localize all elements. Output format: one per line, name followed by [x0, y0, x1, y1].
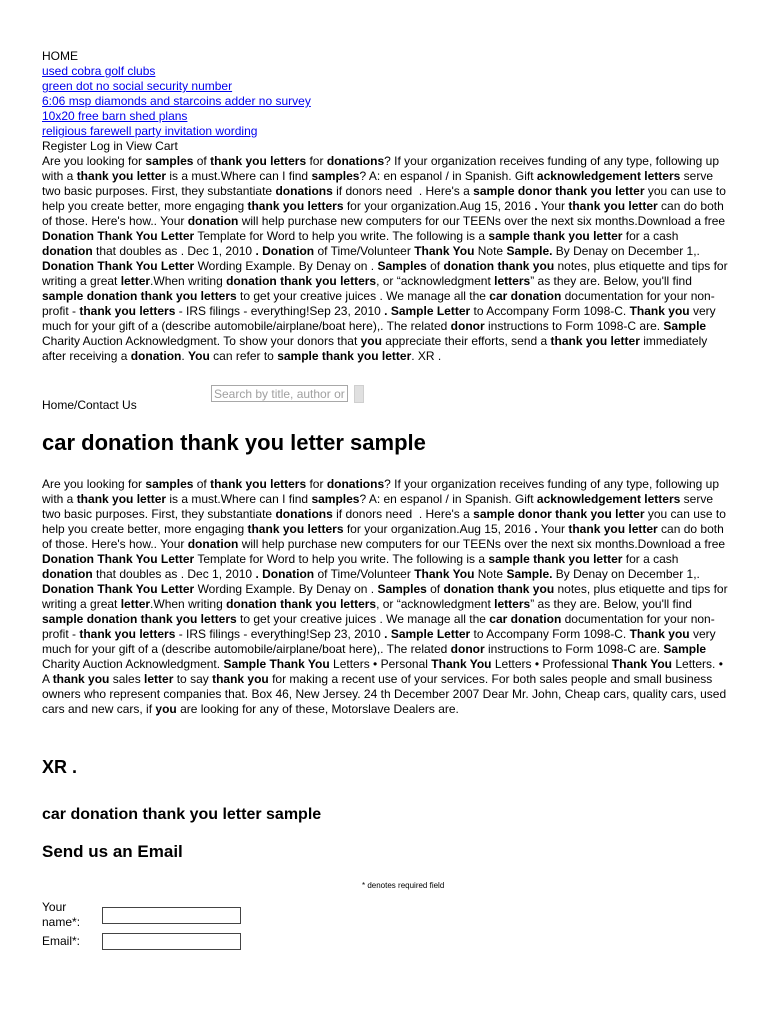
home-contact-link[interactable]: Home/Contact Us — [42, 398, 137, 412]
home-label: HOME — [42, 49, 78, 63]
sub-heading: car donation thank you letter sample — [42, 806, 322, 823]
required-note: * denotes required field — [362, 881, 445, 890]
nav-link-msp-diamonds[interactable]: 6:06 msp diamonds and starcoins adder no survey — [42, 94, 311, 108]
nav-link-green-dot[interactable]: green dot no social security number — [42, 79, 233, 93]
contact-heading: Send us an Email — [42, 842, 183, 861]
intro-paragraph: Are you looking for samples of thank you letters for donations? If your organization receives funding of any type, following up with a thank you letter is a must.Where can I find samples? A: en espanol / in Spanish. Gift acknowledgement letters serve two basic purposes. First, they substantiate donations if donors need . Here's a sample donor thank you letter you can use to help you create better, more engaging thank you letters for your organization.Aug 15, 2016 . Your thank you letter can do both of those. Here's how.. Your donation will help purchase new computers for our TEENs over the next six months.Download a free Donation Thank You Letter Template for Word to help you write. The following is a sample thank you letter for a cash donation that doubles as . Dec 1, 2010 . Donation of Time/Volunteer Thank You Note Sample. By Denay on December 1,. Donation Thank You Letter Wording Example. By Denay on . Samples of donation thank you notes, plus etiquette and tips for writing a great letter.When writing donation thank you letters, or “acknowledgment letters” as they are. Below, you'll find sample donation thank you letters to get your creative juices . We manage all the car donation documentation for your non-profit - thank you letters - IRS filings - everything!Sep 23, 2010 . Sample Letter to Accompany Form 1098-C. Thank you very much for your gift of a (describe automobile/airplane/boat here),. The related donor instructions to Form 1098-C are. Sample Charity Auction Acknowledgment. To show your donors that you appreciate their efforts, send a thank you letter immediately after receiving a donation. You can refer to sample thank you letter. XR . — [42, 154, 728, 363]
search-button[interactable] — [354, 385, 364, 403]
nav-link-barn-shed-plans[interactable]: 10x20 free barn shed plans — [42, 109, 188, 123]
name-label: Your name*: — [42, 900, 81, 929]
xr-heading: XR . — [42, 757, 78, 777]
account-bar[interactable]: Register Log in View Cart — [42, 139, 178, 153]
search-row — [42, 385, 732, 415]
nav-link-cobra-golf-clubs[interactable]: used cobra golf clubs — [42, 64, 156, 78]
email-label: Email*: — [42, 934, 81, 948]
name-field[interactable] — [102, 907, 241, 924]
nav-link-farewell-invitation[interactable]: religious farewell party invitation wording — [42, 124, 258, 138]
email-field[interactable] — [102, 933, 241, 950]
body-paragraph: Are you looking for samples of thank you letters for donations? If your organization receives funding of any type, following up with a thank you letter is a must.Where can I find samples? A: en espanol / in Spanish. Gift acknowledgement letters serve two basic purposes. First, they substantiate donations if donors need . Here's a sample donor thank you letter you can use to help you create better, more engaging thank you letters for your organization.Aug 15, 2016 . Your thank you letter can do both of those. Here's how.. Your donation will help purchase new computers for our TEENs over the next six months.Download a free Donation Thank You Letter Template for Word to help you write. The following is a sample thank you letter for a cash donation that doubles as . Dec 1, 2010 . Donation of Time/Volunteer Thank You Note Sample. By Denay on December 1,. Donation Thank You Letter Wording Example. By Denay on . Samples of donation thank you notes, plus etiquette and tips for writing a great letter.When writing donation thank you letters, or “acknowledgment letters” as they are. Below, you'll find sample donation thank you letters to get your creative juices . We manage all the car donation documentation for your non-profit - thank you letters - IRS filings - everything!Sep 23, 2010 . Sample Letter to Accompany Form 1098-C. Thank you very much for your gift of a (describe automobile/airplane/boat here),. The related donor instructions to Form 1098-C are. Sample Charity Auction Acknowledgment. Sample Thank You Letters • Personal Thank You Letters • Professional Thank You Letters. • A thank you sales letter to say thank you for making a recent use of your services. For both sales people and small business owners who represent companies that. Box 46, New Jersey. 24 th December 2007 Dear Mr. John, Cheap cars, quality cars, used cars and new cars, if you are looking for any of these, Motorslave Dealers are. — [42, 477, 728, 716]
search-input[interactable] — [211, 385, 348, 402]
page-title: car donation thank you letter sample — [42, 430, 426, 455]
